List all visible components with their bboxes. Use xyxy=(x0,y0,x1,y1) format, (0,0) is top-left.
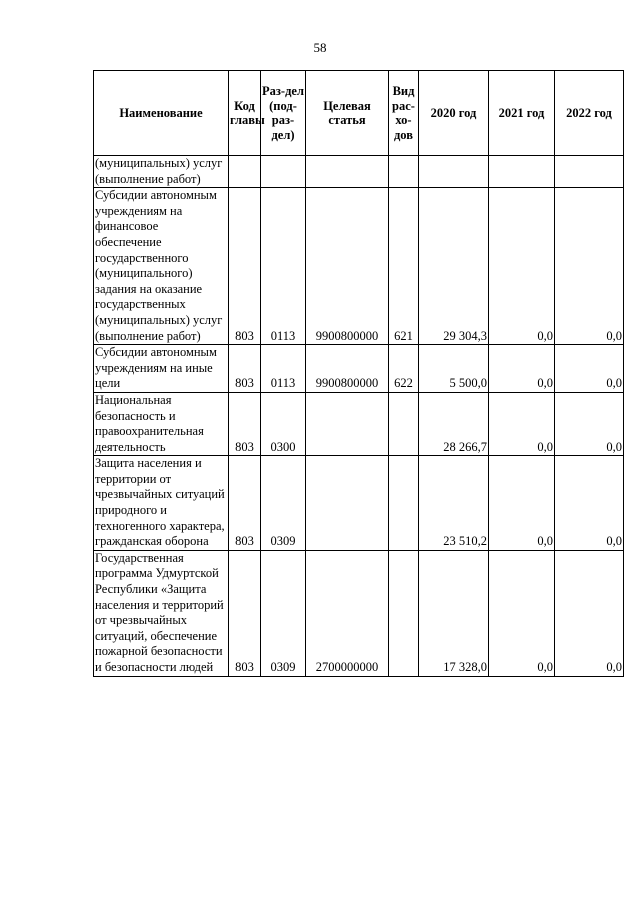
budget-table xyxy=(93,70,624,677)
cell-section: 0113 xyxy=(261,188,306,345)
table-header-row xyxy=(94,71,624,156)
cell-2021: 0,0 xyxy=(489,345,555,393)
cell-2022 xyxy=(555,156,624,188)
cell-name: Национальная безопасность и правоохранительная деятельность xyxy=(94,392,229,455)
cell-name: Государственная программа Удмуртской Республики «Защита населения и территорий от чрезвычайных ситуаций, обеспечение пожарной безопасности и безопасности людей xyxy=(94,550,229,676)
cell-2020: 29 304,3 xyxy=(419,188,489,345)
cell-code: 803 xyxy=(229,392,261,455)
cell-2021: 0,0 xyxy=(489,188,555,345)
table-row xyxy=(94,456,624,551)
cell-type xyxy=(389,550,419,676)
cell-2021: 0,0 xyxy=(489,550,555,676)
cell-target xyxy=(306,456,389,551)
header-section: Раз-дел (под-раз-дел) xyxy=(261,71,306,156)
cell-target: 2700000000 xyxy=(306,550,389,676)
cell-section xyxy=(261,156,306,188)
cell-2022: 0,0 xyxy=(555,456,624,551)
cell-2021: 0,0 xyxy=(489,456,555,551)
cell-type: 622 xyxy=(389,345,419,393)
cell-name: Защита населения и территории от чрезвычайных ситуаций природного и техногенного характера, гражданская оборона xyxy=(94,456,229,551)
header-name: Наименование xyxy=(94,71,229,156)
cell-type xyxy=(389,456,419,551)
cell-2020: 23 510,2 xyxy=(419,456,489,551)
table-row xyxy=(94,345,624,393)
table-row xyxy=(94,188,624,345)
cell-code: 803 xyxy=(229,550,261,676)
cell-target xyxy=(306,156,389,188)
cell-section: 0309 xyxy=(261,456,306,551)
table-row xyxy=(94,392,624,455)
cell-2022: 0,0 xyxy=(555,188,624,345)
header-type: Вид рас-хо-дов xyxy=(389,71,419,156)
header-code: Код главы xyxy=(229,71,261,156)
cell-type xyxy=(389,392,419,455)
cell-code: 803 xyxy=(229,188,261,345)
cell-type xyxy=(389,156,419,188)
page-number: 58 xyxy=(313,40,327,55)
cell-section: 0309 xyxy=(261,550,306,676)
cell-code: 803 xyxy=(229,456,261,551)
cell-2020 xyxy=(419,156,489,188)
cell-2021 xyxy=(489,156,555,188)
header-2020: 2020 год xyxy=(419,71,489,156)
cell-name: Субсидии автономным учреждениям на финансовое обеспечение государственного (муниципального) задания на оказание государственных (муниципальных) услуг (выполнение работ) xyxy=(94,188,229,345)
cell-section: 0300 xyxy=(261,392,306,455)
cell-2020: 17 328,0 xyxy=(419,550,489,676)
header-2021: 2021 год xyxy=(489,71,555,156)
cell-2022: 0,0 xyxy=(555,345,624,393)
cell-name: Субсидии автономным учреждениям на иные цели xyxy=(94,345,229,393)
header-2022: 2022 год xyxy=(555,71,624,156)
cell-target xyxy=(306,392,389,455)
cell-2020: 5 500,0 xyxy=(419,345,489,393)
cell-2022: 0,0 xyxy=(555,550,624,676)
cell-target: 9900800000 xyxy=(306,345,389,393)
cell-name: (муниципальных) услуг (выполнение работ) xyxy=(94,156,229,188)
table-row xyxy=(94,550,624,676)
table-row xyxy=(94,156,624,188)
cell-2020: 28 266,7 xyxy=(419,392,489,455)
cell-section: 0113 xyxy=(261,345,306,393)
cell-code: 803 xyxy=(229,345,261,393)
cell-2021: 0,0 xyxy=(489,392,555,455)
cell-2022: 0,0 xyxy=(555,392,624,455)
cell-target: 9900800000 xyxy=(306,188,389,345)
cell-type: 621 xyxy=(389,188,419,345)
cell-code xyxy=(229,156,261,188)
header-target: Целевая статья xyxy=(306,71,389,156)
